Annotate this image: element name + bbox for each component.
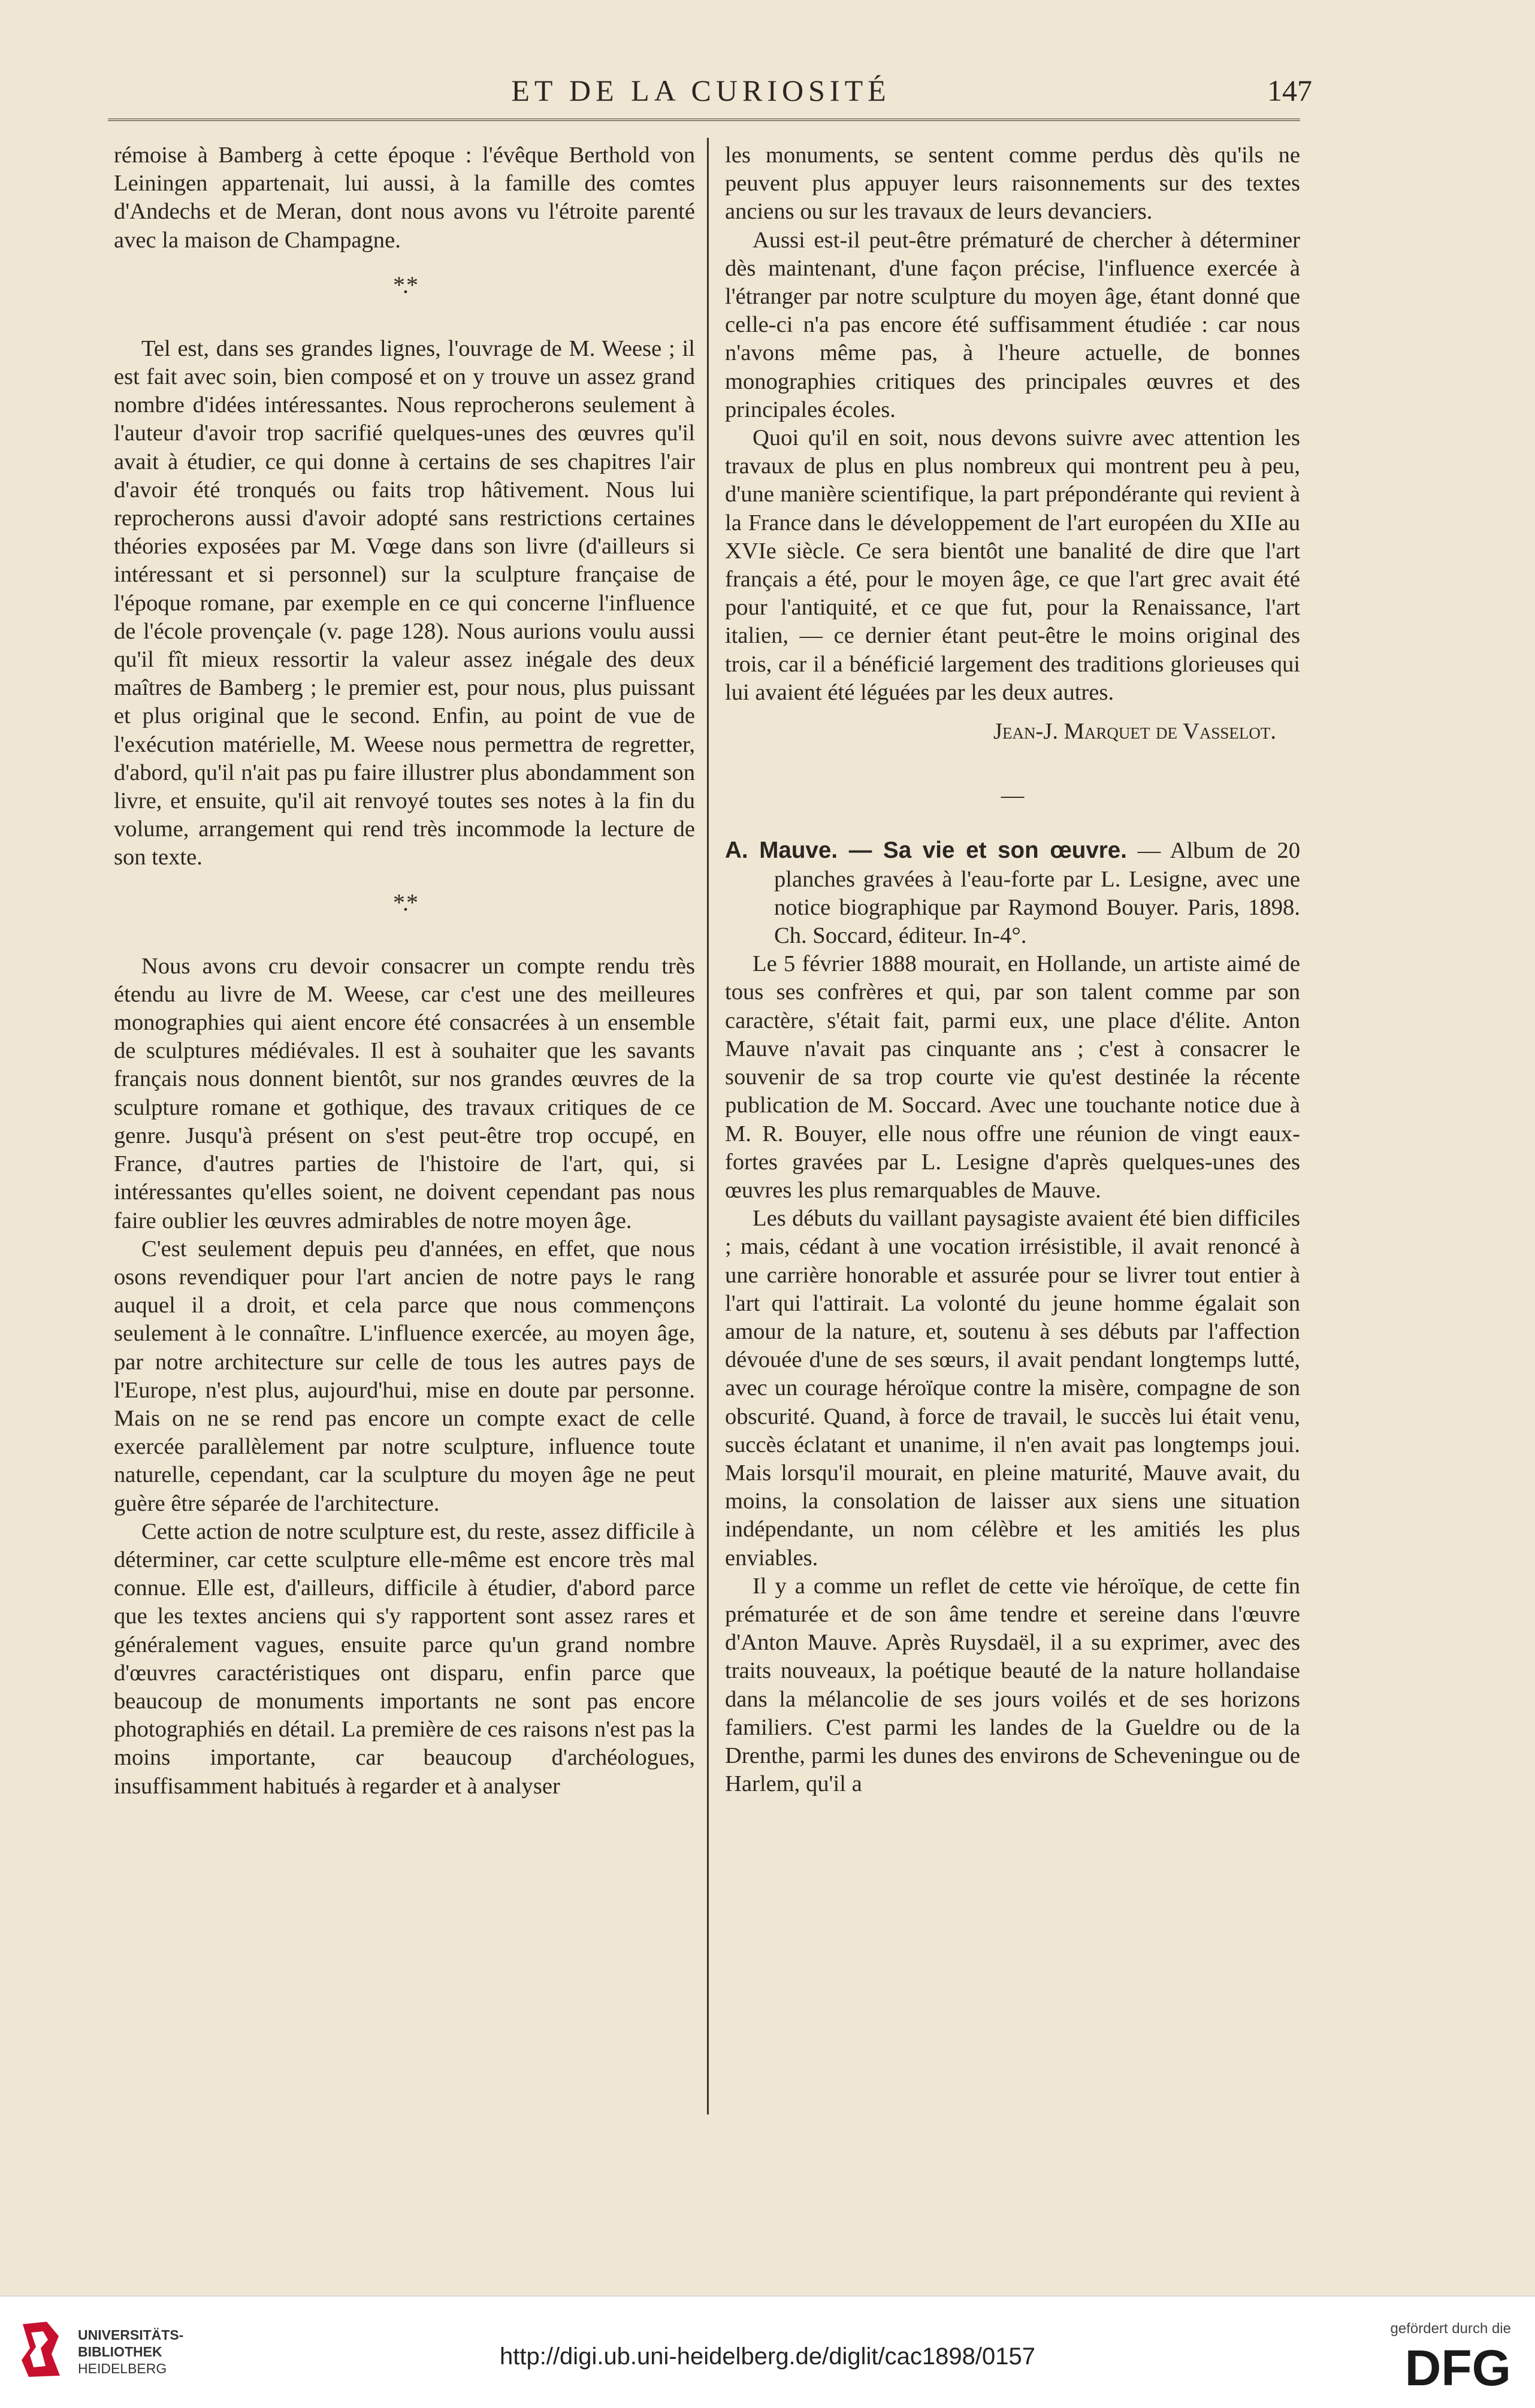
running-head [90, 73, 1312, 115]
asterism-ornament: *.* [393, 271, 416, 298]
paragraph: rémoise à Bamberg à cette époque : l'évêque Berthold von Leiningen appartenait, lui aussi, à la famille des comtes d'Andechs et de Meran, dont nous avons vu l'étroite parenté avec la maison de Champagne. [114, 143, 695, 253]
paragraph: Cette action de notre sculpture est, du reste, assez difficile à déterminer, car cette sculpture elle-même est encore très mal connue. Elle est, d'ailleurs, difficile à étudier, d'abord parce que les textes anciens qui s'y rapportent sont assez rares et généralement vagues, ensuite parce qu'un grand nombre d'œuvres caractéristiques ont disparu, enfin parce que beaucoup de monuments importants ne sont pas encore photographiés en détail. La première de ces raisons n'est pas la moins importante, car beaucoup d'archéologues, insuffisamment habitués à regarder et à analyser [114, 1518, 695, 1799]
dfg-logo-text: DFG [1404, 2342, 1511, 2390]
review-heading [725, 836, 1300, 950]
source-url-link[interactable]: http://digi.ub.uni-heidelberg.de/diglit/cac1898/0157 [500, 2343, 1035, 2370]
paragraph: Quoi qu'il en soit, nous devons suivre avec attention les travaux de plus en plus nombreux qui montrent peu à peu, d'une manière scientifique, la part prépondérante qui revient à la France dans le développement de l'art européen du XIIe au XVIe siècle. Ce sera bientôt une banalité de dire que l'art français a été, pour le moyen âge, ce que l'art grec avait été pour l'antiquité, et ce que fut, pour la Renaissance, l'art italien, — ce dernier étant peut-être le moins original des trois, car il a bénéficié largement des traditions glorieuses qui lui avaient été léguées par les deux autres. [725, 425, 1300, 705]
author-signature: Jean-J. Marquet de Vasselot. [993, 719, 1276, 745]
paragraph: Il y a comme un reflet de cette vie héroïque, de cette fin prématurée et de son âme tendre et sereine dans l'œuvre d'Anton Mauve. Après Ruysdaël, il a su exprimer, avec des traits nouveaux, la poétique beauté de la nature hollandaise dans la mélancolie de ses jours voilés et de ses horizons familiers. C'est parmi les landes de la Gueldre ou de la Drenthe, parmi les dunes des environs de Scheveningue ou de Harlem, qu'il a [725, 1573, 1300, 1797]
paragraph: Tel est, dans ses grandes lignes, l'ouvrage de M. Weese ; il est fait avec soin, bien composé et on y trouve un assez grand nombre d'idées intéressantes. Nous reprocherons seulement à l'auteur d'avoir trop sacrifié quelques-unes des œuvres qu'il avait à étudier, ce qui donne à certains de ses chapitres l'air d'avoir été tronqués ou faits trop hâtivement. Nous lui reprocherons aussi d'avoir adopté sans restrictions certaines théories exposées par M. Vœge dans son livre (d'ailleurs si intéressant et si personnel) sur la sculpture française de l'époque romane, par exemple en ce qui concerne l'influence de l'école provençale (v. page 128). Nous aurions voulu aussi qu'il fît mieux ressortir la valeur assez inégale des deux maîtres de Bamberg ; le premier est, pour nous, plus puissant et plus original que le second. Enfin, au point de vue de l'exécution matérielle, M. Weese nous permettra de regretter, d'abord, qu'il n'ait pas pu faire illustrer plus abondamment son livre, et ensuite, qu'il ait renvoyé toutes ses notes à la fin du volume, arrangement qui rend très incommode la lecture de son texte. [114, 335, 695, 870]
dfg-logo-icon [1373, 2342, 1511, 2390]
funder-block [1373, 2321, 1511, 2390]
section-separator: — [1001, 783, 1025, 809]
review-title: — Sa vie et son œuvre. [838, 837, 1127, 864]
column-divider [707, 138, 709, 2114]
paragraph: Aussi est-il peut-être prématuré de chercher à déterminer dès maintenant, d'une façon précise, l'influence exercée à l'étranger par notre sculpture du moyen âge, étant donné que celle-ci n'a pas encore été suffisamment étudiée : car nous n'avons même pas, à l'heure actuelle, de bonnes monographies critiques des principales œuvres et des principales écoles. [725, 227, 1300, 422]
funder-text: gefördert durch die [1390, 2321, 1511, 2337]
paragraph: Le 5 février 1888 mourait, en Hollande, un artiste aimé de tous ses confrères et qui, par son talent comme par son caractère, s'était fait, parmi eux, une place d'élite. Anton Mauve n'avait pas cinquante ans ; c'est à consacrer le souvenir de sa trop courte vie qu'est destinée la récente publication de M. Soccard. Avec une touchante notice due à M. R. Bouyer, elle nous offre une réunion de vingt eaux-fortes gravées par L. Lesigne d'après quelques-unes des œuvres les plus remarquables de Mauve. [725, 951, 1300, 1203]
library-name-line: HEIDELBERG [78, 2361, 167, 2376]
review-author: A. Mauve. [725, 837, 838, 864]
paragraph: les monuments, se sentent comme perdus dès qu'ils ne peuvent plus appuyer leurs raisonnements sur des textes anciens ou sur les travaux de leurs devanciers. [725, 143, 1300, 225]
right-column [725, 141, 1300, 1798]
digitization-footer [0, 2295, 1535, 2408]
paragraph: Nous avons cru devoir consacrer un compte rendu très étendu au livre de M. Weese, car c'est une des meilleures monographies qui aient encore été consacrées à un ensemble de sculptures médiévales. Il est à souhaiter que les savants français nous donnent bientôt, sur nos grandes œuvres de la sculpture romane et gothique, des travaux critiques de ce genre. Jusqu'à présent on s'est peut-être trop occupé, en France, d'autres parties de l'histoire de l'art, qui, si intéressantes qu'elles soient, ne doivent cependant pas nous faire oublier les œuvres admirables de notre moyen âge. [114, 953, 695, 1233]
left-column [114, 141, 695, 1801]
library-name-line: UNIVERSITÄTS- [78, 2327, 184, 2343]
header-rule [108, 119, 1300, 121]
review-details: — Album de 20 planches gravées à l'eau-forte par L. Lesigne, avec une notice biographique par Raymond Bouyer. Paris, 1898. Ch. Soccard, éditeur. In-4°. [774, 838, 1300, 949]
asterism-ornament: *.* [393, 888, 416, 916]
paragraph: Les débuts du vaillant paysagiste avaient été bien difficiles ; mais, cédant à une vocation irrésistible, il avait renoncé à une carrière honorable et assurée pour se livrer tout entier à l'art qui l'attirait. La volonté du jeune homme égalait son amour de la nature, et, soutenu à ses débuts par l'affection dévouée d'une de ses sœurs, il avait pendant longtemps lutté, avec un courage héroïque contre la misère, compagne de son obscurité. Quand, à force de travail, le succès lui était venu, succès éclatant et unanime, il n'en avait pas longtemps joui. Mais lorsqu'il mourait, en pleine maturité, Mauve avait, du moins, la consolation de laisser aux siens une situation indépendante, un nom célèbre et les amitiés les plus enviables. [725, 1206, 1300, 1571]
page-number: 147 [1267, 74, 1312, 107]
running-title: ET DE LA CURIOSITÉ [511, 74, 891, 107]
library-name-line: BIBLIOTHEK [78, 2344, 162, 2359]
paragraph: C'est seulement depuis peu d'années, en effet, que nous osons revendiquer pour l'art ancien de notre pays le rang auquel il a droit, et cela parce que nous commençons seulement à le connaître. L'influence exercée, au moyen âge, par notre architecture sur celle de tous les autres pays de l'Europe, n'est plus, aujourd'hui, mise en doute par personne. Mais on ne se rend pas encore un compte exact de celle exercée parallèlement par notre sculpture, influence toute naturelle, cependant, car la sculpture du moyen âge ne peut guère être séparée de l'architecture. [114, 1236, 695, 1516]
